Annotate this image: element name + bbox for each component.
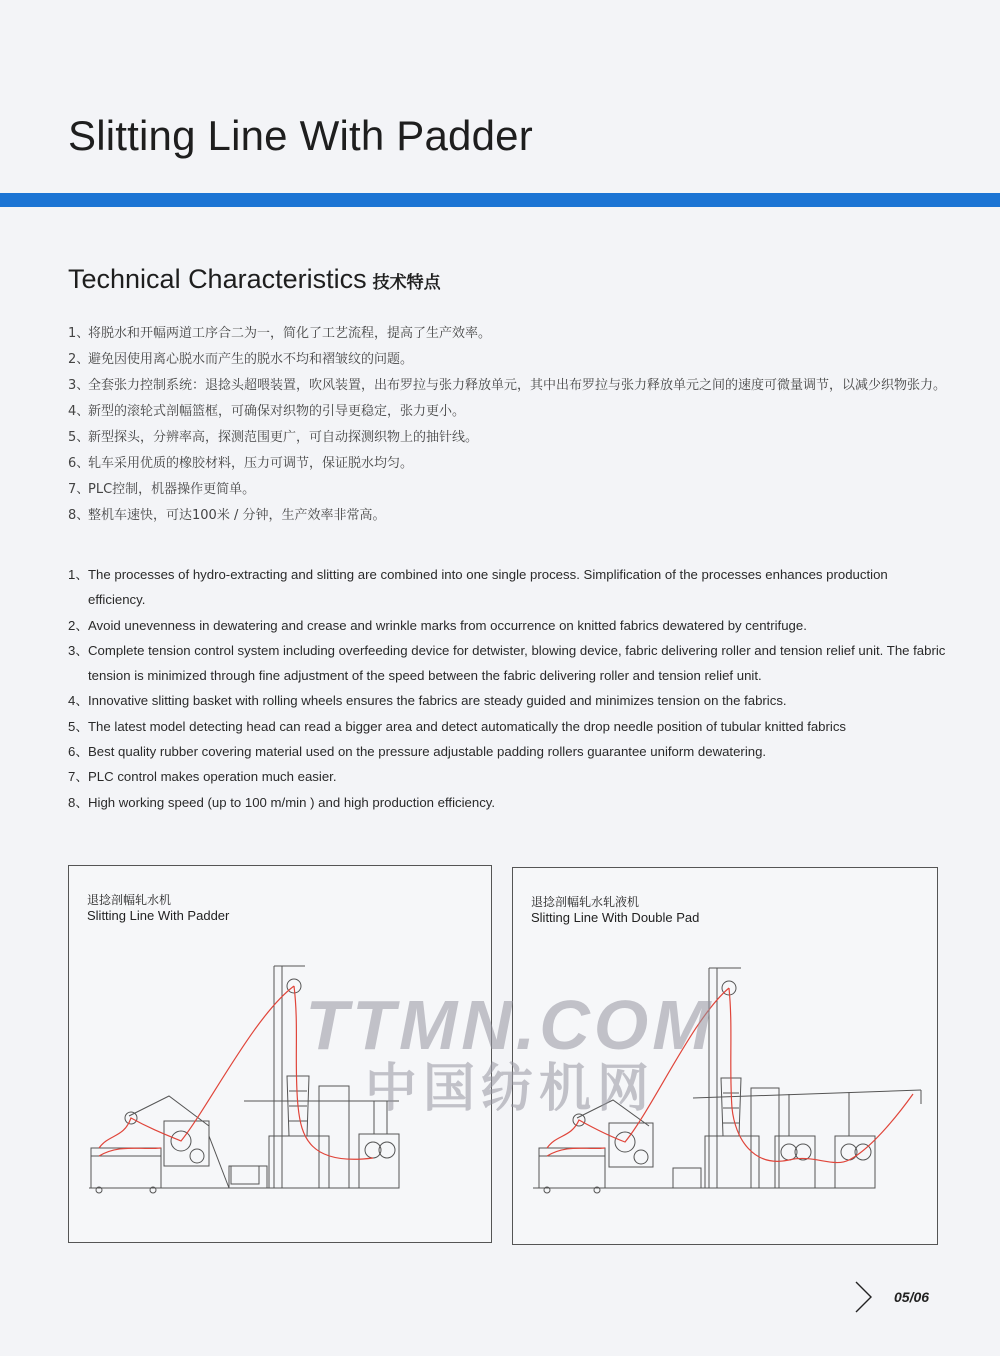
feature-en-number: 5、 <box>68 718 89 734</box>
section-title-en: Technical Characteristics <box>68 264 367 294</box>
feature-cn-number: 7、 <box>68 482 90 497</box>
feature-en-text: High working speed (up to 100 m/min ) and high production efficiency. <box>88 794 496 810</box>
feature-cn-item <box>68 425 948 450</box>
feature-cn-number: 1、 <box>68 326 90 341</box>
panel-caption-en: Slitting Line With Double Pad <box>531 910 700 925</box>
watermark-cn: 中国纺机网 <box>364 1059 655 1119</box>
feature-cn-item <box>68 321 948 346</box>
feature-cn-number: 5、 <box>68 430 90 445</box>
panel-caption-cn: 退捻剖幅轧水机 <box>87 893 172 907</box>
feature-en-number: 2、 <box>68 617 89 633</box>
feature-en-item <box>68 714 948 739</box>
feature-en-number: 3、 <box>68 642 89 658</box>
feature-cn-text: 避免因使用离心脱水而产生的脱水不均和褶皱纹的问题。 <box>88 352 414 367</box>
feature-cn-item <box>68 347 948 372</box>
feature-en-text: The latest model detecting head can read a bigger area and detect automatically the drop needle position of tubular knitted fabrics <box>88 718 847 734</box>
feature-en-item <box>68 739 948 764</box>
feature-en-text: PLC control makes operation much easier. <box>88 769 337 785</box>
feature-en-text: Innovative slitting basket with rolling wheels ensures the fabrics are steady guided and minimizes tension on the fabrics. <box>88 693 787 709</box>
section-title <box>68 264 441 295</box>
feature-en-number: 6、 <box>68 744 89 760</box>
section-title-cn: 技术特点 <box>372 273 441 293</box>
feature-cn-text: PLC控制，机器操作更简单。 <box>88 482 256 497</box>
feature-cn-item <box>68 399 948 424</box>
page-title: Slitting Line With Padder <box>68 112 533 159</box>
feature-cn-item <box>68 373 948 398</box>
header-accent-bar <box>0 193 1000 207</box>
panel-caption-cn: 退捻剖幅轧水轧液机 <box>531 895 640 909</box>
next-page-chevron-icon[interactable] <box>853 1280 875 1314</box>
feature-cn-text: 全套张力控制系统：退捻头超喂装置，吹风装置，出布罗拉与张力释放单元，其中出布罗拉与张力释放单元之间的速度可微量调节，以减少织物张力。 <box>88 378 947 393</box>
feature-en-text: The processes of hydro-extracting and slitting are combined into one single process. Simplification of the processes enhances production efficiency. <box>88 567 888 608</box>
feature-cn-text: 将脱水和开幅两道工序合二为一，简化了工艺流程，提高了生产效率。 <box>88 326 492 341</box>
feature-cn-item <box>68 451 948 476</box>
feature-cn-number: 6、 <box>68 456 90 471</box>
features-list-en <box>68 562 948 815</box>
feature-cn-text: 新型的滚轮式剖幅篮框，可确保对织物的引导更稳定，张力更小。 <box>88 404 466 419</box>
feature-en-item <box>68 562 948 613</box>
feature-cn-number: 8、 <box>68 508 90 523</box>
feature-en-number: 7、 <box>68 769 89 785</box>
watermark <box>300 986 720 1119</box>
feature-cn-text: 整机车速快，可达100米 / 分钟，生产效率非常高。 <box>88 508 386 523</box>
feature-en-number: 1、 <box>68 567 89 582</box>
feature-en-number: 4、 <box>68 693 89 709</box>
feature-en-item <box>68 764 948 789</box>
panel-caption-en: Slitting Line With Padder <box>87 908 230 923</box>
features-list-cn <box>68 321 948 529</box>
feature-en-item <box>68 790 948 815</box>
feature-cn-text: 新型探头，分辨率高，探测范围更广，可自动探测织物上的抽针线。 <box>88 430 479 445</box>
feature-cn-number: 3、 <box>68 378 90 393</box>
feature-en-item <box>68 638 948 689</box>
feature-cn-item <box>68 477 948 502</box>
feature-en-number: 8、 <box>68 794 89 810</box>
feature-en-text: Complete tension control system including overfeeding device for detwister, blowing device, fabric delivering roller and tension relief unit. The fabric tension is minimized through fine adjustment of the speed between the fabric delivering roller and tension relief unit. <box>88 642 946 684</box>
feature-en-item <box>68 613 948 638</box>
feature-en-text: Avoid unevenness in dewatering and crease and wrinkle marks from occurrence on knitted fabrics dewatered by centrifuge. <box>88 617 807 633</box>
feature-cn-text: 轧车采用优质的橡胶材料，压力可调节，保证脱水均匀。 <box>88 456 414 471</box>
feature-en-text: Best quality rubber covering material used on the pressure adjustable padding rollers guarantee uniform dewatering. <box>88 744 767 760</box>
feature-cn-item <box>68 503 948 528</box>
watermark-en: TTMN.COM <box>305 986 715 1064</box>
feature-cn-number: 2、 <box>68 352 90 367</box>
feature-en-item <box>68 688 948 713</box>
feature-cn-number: 4、 <box>68 404 90 419</box>
page-number: 05/06 <box>894 1289 930 1305</box>
